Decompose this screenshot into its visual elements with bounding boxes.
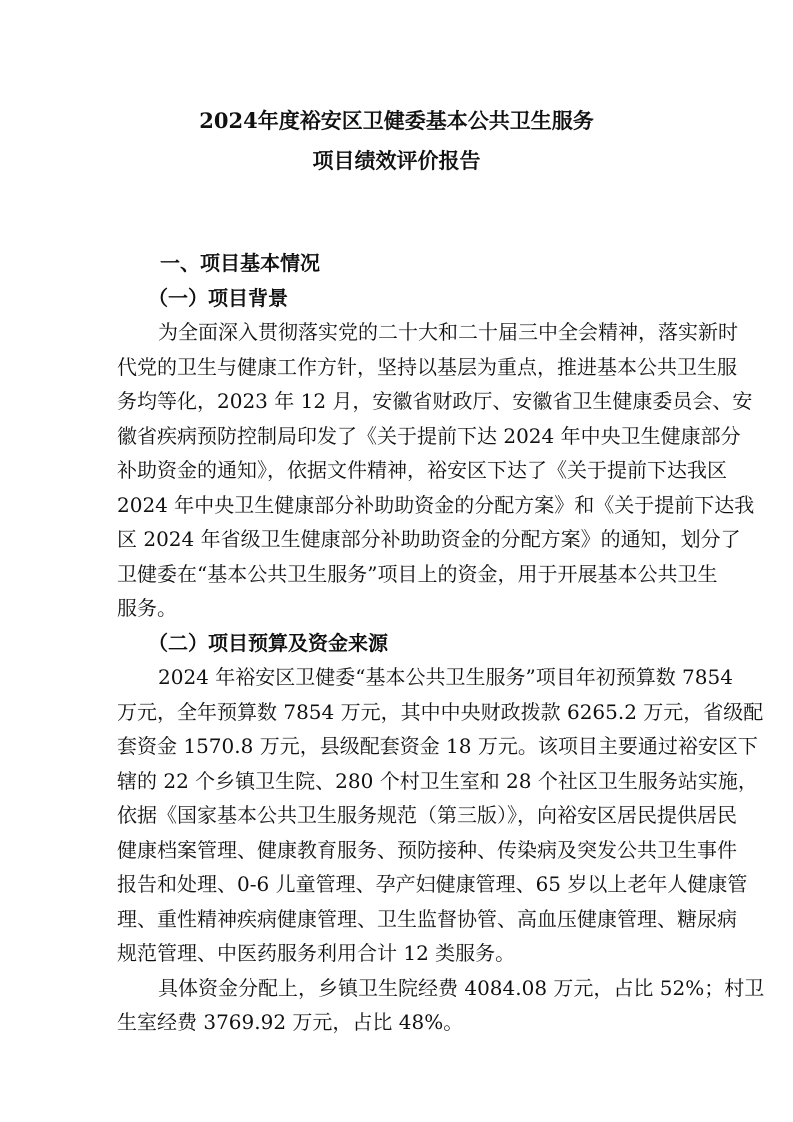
document-title-line1: 2024年度裕安区卫健委基本公共卫生服务 [199,108,594,133]
document-title-line2: 项目绩效评价报告 [312,148,481,173]
paragraph-line: 依据《国家基本公共卫生服务规范（第三版）》，向裕安区居民提供居民 [117,803,737,827]
paragraph-line: 万元，全年预算数 7854 万元，其中中央财政拨款 6265.2 万元，省级配 [117,699,764,724]
paragraph-line: 具体资金分配上，乡镇卫生院经费 4084.08 万元，占比 52%；村卫 [158,975,765,1000]
paragraph-line: 补助资金的通知》，依据文件精神，裕安区下达了《关于提前下达我区 [117,458,727,482]
paragraph-line: 卫健委在“基本公共卫生服务”项目上的资金，用于开展基本公共卫生 [117,561,718,586]
paragraph-line: 务均等化，2023 年 12 月，安徽省财政厅、安徽省卫生健康委员会、安 [117,389,753,413]
paragraph-budget [117,660,764,971]
paragraph-line: 辖的 22 个乡镇卫生院、280 个村卫生室和 28 个社区卫生服务站实施， [117,768,758,793]
subsection-heading-background: （一）项目背景 [148,285,288,310]
paragraph-line: 2024 年中央卫生健康部分补助助资金的分配方案》和《关于提前下达我 [117,492,755,517]
paragraph-line: 报告和处理、0-6 儿童管理、孕产妇健康管理、65 岁以上老年人健康管 [117,872,748,896]
paragraph-line: 徽省疾病预防控制局印发了《关于提前下达 2024 年中央卫生健康部分 [117,423,741,448]
paragraph-line: 2024 年裕安区卫健委“基本公共卫生服务”项目年初预算数 7854 [158,665,733,689]
paragraph-line: 健康档案管理、健康教育服务、预防接种、传染病及突发公共卫生事件 [117,837,737,862]
paragraph-line: 生室经费 3769.92 万元，占比 48%。 [117,1010,464,1034]
paragraph-background [117,315,755,626]
section-heading: 一、项目基本情况 [160,251,320,275]
paragraph-line: 为全面深入贯彻落实党的二十大和二十届三中全会精神，落实新时 [158,320,738,344]
paragraph-line: 套资金 1570.8 万元，县级配套资金 18 万元。该项目主要通过裕安区下 [117,734,758,758]
subsection-heading-budget: （二）项目预算及资金来源 [148,630,388,655]
paragraph-line: 理、重性精神疾病健康管理、卫生监督协管、高血压健康管理、糖尿病 [117,906,737,931]
paragraph-line: 规范管理、中医药服务利用合计 12 类服务。 [117,941,516,965]
paragraph-allocation [117,971,765,1040]
paragraph-line: 服务。 [117,596,177,620]
paragraph-line: 代党的卫生与健康工作方针，坚持以基层为重点，推进基本公共卫生服 [117,354,737,379]
document-body [117,246,765,1040]
paragraph-line: 区 2024 年省级卫生健康部分补助助资金的分配方案》的通知，划分了 [117,527,741,551]
